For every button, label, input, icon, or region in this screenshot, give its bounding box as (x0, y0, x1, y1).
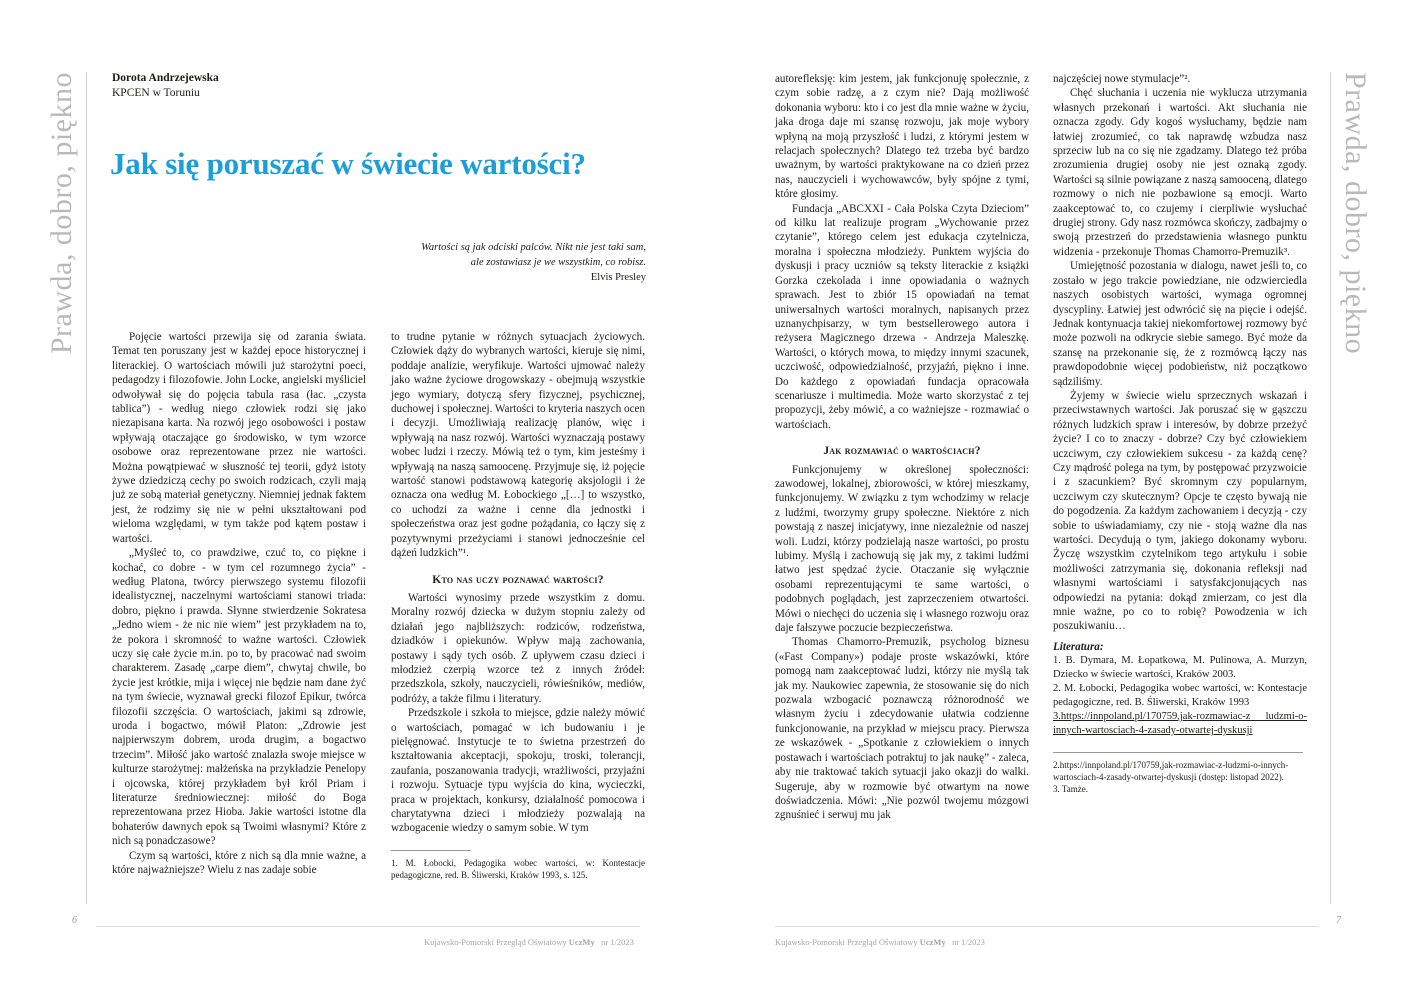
footnote-separator (1053, 752, 1303, 753)
paragraph: Thomas Chamorro-Premuzik, psycholog biznesu («Fast Company») podaje proste wskazówki, które pomogą nam zaakceptować ludzi, którzy nie myślą tak jak my. Naukowiec zapewnia, że stosowanie się do nich pozwala wzbogacić poznawczą różnorodność we własnym życiu i zdecydowanie ułatwia codzienne funkcjonowanie, na przykład w miejscu pracy. Pierwsza ze wskazówek - „Spotkanie z człowiekiem o innych postawach i wartościach potraktuj to jak naukę” - zaleca, aby nie traktować takich sytuacji jako okazji do walki. Sugeruje, aby w rozmowie być otwartym na nowe doświadczenia. Mówi: „Nie pozwól twojemu mózgowi zgnuśnieć i serwuj mu jak (775, 636, 1029, 822)
paragraph: Umiejętność pozostania w dialogu, nawet jeśli to, co zostało w jego trakcie powiedziane, nie odzwierciedla naszych osobistych wartości, wymaga ogromnej dyscypliny. Łatwiej jest odwrócić się na pięcie i odejść. Jednak kontynuacja takiej niekomfortowej rozmowy być może pozwoli na odkrycie siebie samego. Być może da szansę na przekonanie się, że z rozmówcą łączy nas prawdopodobnie więcej podobieństw, niż początkowo sądziliśmy. (1053, 260, 1307, 388)
column-3 (775, 72, 1029, 823)
paragraph: Pojęcie wartości przewija się od zarania świata. Temat ten poruszany jest w każdej epoce historycznej i literackiej. O wartościach mówili już starożytni poeci, pedagodzy i filozofowie. John Locke, angielski myśliciel odwoływał się do pojęcia tabula rasa (łac. „czysta tablica”) - według niego człowiek rodzi się jako niezapisana karta. Na rozwój jego osobowości i postaw wpływają otaczające go środowisko, w tym wzorce osobowe oraz reprezentowane przez nie wartości. Można powątpiewać w słuszność tej teorii, gdyż istoty żywe dziedziczą cechy po swoich rodzicach, czyli mają już ze sobą materiał genetyczny. Niemniej jednak faktem jest, że rodzimy się nie w pełni ukształtowani pod wieloma względami, w tym także pod kątem postaw i wartości. (112, 331, 366, 545)
footer-brand: UczMy (568, 937, 595, 947)
footnote: 3. Tamże. (1053, 784, 1088, 795)
paragraph: „Myśleć to, co prawdziwe, czuć to, co piękne i kochać, co dobre - w tym cel rozumnego życia” - według Platona, twórcy pierwszego systemu filozofii idealistycznej, naczelnymi wartościami stanowi triada: dobro, piękno i prawda. Słynne stwierdzenie Sokratesa „Jedno wiem - że nic nie wiem” jest przykładem na to, że pokora i skromność to ważne wartości. Człowiek uczy się całe życie m.in. po to, by pracować nad swoim charakterem. Zasadę „carpe diem”, chwytaj chwile, bo życie jest krótkie, mija i więcej nie będzie nam dane żyć na tym świecie, wyznawał grecki filozof Epikur, twórca filozofii szczęścia. O wartościach, jakimi są zdrowie, uroda i bogactwo, mówił Platon: „Zdrowie jest najpierwszym dobrem, uroda drugim, a bogactwo trzecim”. Miłość jako wartość znalazła swoje miejsce w kulturze starożytnej: małżeńska na przykładzie Penelopy i ojcowska, której przykładem był król Priam i literaturze średniowiecznej: miłość do Boga reprezentowana przez Hioba. Jakie wartości istotne dla bohaterów dawnych epok są Twoimi własnymi? Które z nich są ponadczasowe? (112, 547, 366, 848)
right-margin-rule (1330, 72, 1331, 904)
literature-heading: Literatura: (1053, 640, 1104, 653)
article-title: Jak się poruszać w świecie wartości? (110, 146, 586, 181)
paragraph: autorefleksję: kim jestem, jak funkcjonuję społecznie, z czym sobie radzę, a z czym nie? Dają możliwość dokonania wyboru: kto i co jest dla mnie ważne w życiu, jaka droga daje mi szansę rozwoju, jak moje wybory wpłyną na moją przyszłość i ludzi, z którymi jestem w relacjach społecznych? Dlatego też trzeba być bardzo uważnym, by wartości praktykowane na co dzień przez nas, nauczycieli i wychowawców, były spójne z tymi, które głosimy. (775, 73, 1029, 201)
section-heading: Jak rozmawiać o wartościach? (823, 445, 981, 458)
footnote-link[interactable]: 2.https://innpoland.pl/170759,jak-rozmawiac-z-ludzmi-o-innych-wartosciach-4-zasady-otwartej-dyskusji (dostęp: listopad 2022). (1053, 760, 1289, 783)
paragraph: Wartości wynosimy przede wszystkim z domu. Moralny rozwój dziecka w dużym stopniu zależy od działań jego najbliższych: rodziców, rodzeństwa, dziadków i opiekunów. Wpływ mają zachowania, postawy i sądy tych osób. Z upływem czasu dzieci i młodzież czerpią wzorce też z innych źródeł: przedszkola, szkoły, nauczycieli, rówieśników, mediów, podróży, a także filmu i literatury. (391, 591, 645, 705)
running-head-right: Prawda, dobro, piękno (1339, 72, 1372, 355)
motto-line-1: Wartości są jak odciski palców. Nikt nie jest taki sam, (421, 242, 646, 253)
paragraph: Chęć słuchania i uczenia nie wyklucza utrzymania własnych przekonań i wartości. Akt słuchania nie oznacza zgody. Gdy kogoś wysłuchamy, będzie nam łatwiej zrozumieć, co tak naprawdę wzbudza nasz sprzeciw lub na co się nie zgadzamy. Dlatego też próba zrozumienia drugiej osoby nie jest oznaką zgody. Wartości są silnie powiązane z naszą samooceną, dlatego rozmowy o nich nie pozbawione są emocji. Warto zaakceptować to, co czujemy i cierpliwie wysłuchać drugiej strony. Gdy nasz rozmówca skończy, zadbajmy o swoją przestrzeń do przedstawienia własnego punktu widzenia - przekonuje Thomas Chamorro-Premuzik³. (1053, 87, 1307, 258)
footer-journal: Kujawsko-Pomorski Przegląd Oświatowy (775, 937, 918, 947)
motto-source: Elvis Presley (590, 272, 646, 283)
footnote-separator (391, 850, 471, 851)
page-number-right: 7 (1336, 915, 1341, 926)
footer-issue: nr 1/2023 (601, 937, 634, 947)
footer-brand: UczMy (919, 937, 946, 947)
paragraph: Żyjemy w świecie wielu sprzecznych wskazań i przeciwstawnych wartości. Jak poruszać się w gąszczu różnych ludzkich spraw i interesów, by dobrze przeżyć życie? I co to znaczy - dobrze? Czy być człowiekiem uczciwym, czy człowiekiem sukcesu - za każdą cenę? Czy mądrość polega na tym, by postępować przyzwoicie i z szacunkiem? Być skromnym czy popularnym, uczciwym czy skutecznym? Opcje te często bywają nie do pogodzenia. Za każdym zachowaniem i decyzją - czy sobie to uświadamiamy, czy nie - stoją ważne dla nas wartości. Decydują o tym, jakiego dokonamy wyboru. Życzę wszystkim czytelnikom tego artykułu i sobie możliwości zatrzymania się, dokonania refleksji nad własnymi wartościami i satysfakcjonujących nas odpowiedzi na pytania: dokąd zmierzam, co jest dla mnie ważne, po co to robię? Powodzenia w ich poszukiwaniu… (1053, 389, 1307, 633)
page-number-left: 6 (72, 915, 77, 926)
paragraph: Przedszkole i szkoła to miejsce, gdzie należy mówić o wartościach, pomagać w ich budowaniu i je pielęgnować. Instytucje te to świetna przestrzeń do kształtowania akceptacji, spokoju, troski, tolerancji, zaufania, poszanowania tradycji, wrażliwości, przyjaźni i rozwoju. Sytuacje typu wyjścia do kina, wycieczki, praca w projektach, konkursy, działalność pomocowa i charytatywna dzieci i młodzieży pozwalają na wzbogacenie wiedzy o samym sobie. W tym (391, 707, 645, 835)
paragraph: najczęściej nowe stymulacje”². (1053, 73, 1191, 85)
literature-item: 2. M. Łobocki, Pedagogika wobec wartości, w: Kontestacje pedagogiczne, red. B. Śliwerski, Kraków 1993 (1053, 683, 1307, 709)
paragraph: Fundacja „ABCXXI - Cała Polska Czyta Dzieciom” od kilku lat realizuje program „Wychowanie przez czytanie”, którego celem jest edukacja czytelnicza, moralna i społeczna młodzieży. Punktem wyjścia do dyskusji i pracy uczniów są teksty literackie z książki Gorzka czekolada i inne opowiadania o ważnych sprawach. Jest to zbiór 15 opowiadań na temat uniwersalnych wartości moralnych, napisanych przez uznanychpisarzy, w tym bestsellerowego autora i reżysera Magicznego drzewa - Andrzeja Maleszkę. Wartości, o których mowa, to między innymi szacunek, uczciwość, odpowiedzialność, przyjaźń, piękno i inne. Do każdego z opowiadań fundacja opracowała scenariusze i multimedia. Może warto skorzystać z tej propozycji, żeby mówić, a co ważniejsze - rozmawiać o wartościach. (775, 202, 1029, 431)
motto-line-2: ale zostawiasz je we wszystkim, co robisz. (470, 257, 646, 268)
footer-issue: nr 1/2023 (952, 937, 985, 947)
footer-right (775, 937, 985, 947)
footer-left (424, 937, 634, 947)
paragraph: to trudne pytanie w różnych sytuacjach życiowych. Człowiek dąży do wybranych wartości, kieruje się nimi, poddaje analizie, weryfikuje. Wartości ujmować należy jako ważne życiowe drogowskazy - obejmują wszystkie jego wymiary, dotyczą sfery fizycznej, psychicznej, duchowej i społecznej. Wartości to kryteria naszych ocen i decyzji. Umożliwiają realizację planów, więc i wpływają na nasz rozwój. Wartości wyznaczają postawy wobec ludzi i rzeczy. Mówią też o tym, kim jesteśmy i wpływają na naszą samoocenę. Przyjmuje się, iż pojęcie wartość stanowi podstawową kategorię aksjologii i że oznacza ona według M. Łobockiego „[…] to wszystko, co uchodzi za ważne i cenne dla jednostki i społeczeństwa oraz jest godne pożądania, co łączy się z pozytywnymi przeżyciami i stanowi jednocześnie cel dążeń ludzkich”¹. (391, 331, 645, 560)
running-head-left: Prawda, dobro, piękno (45, 72, 78, 355)
author-name: Dorota Andrzejewska (112, 72, 219, 84)
author-affiliation: KPCEN w Toruniu (112, 87, 200, 99)
literature-link[interactable]: 3.https://innpoland.pl/170759,jak-rozmawiac-z ludzmi-o-innych-wartosciach-4-zasady-otwartej-dyskusji (1053, 711, 1307, 737)
footnote: 1. M. Łobocki, Pedagogika wobec wartości, w: Kontestacje pedagogiczne, red. B. Śliwerski, Kraków 1993, s. 125. (391, 857, 645, 880)
footer-rule-right (775, 926, 1319, 927)
footer-journal: Kujawsko-Pomorski Przegląd Oświatowy (424, 937, 567, 947)
column-2 (391, 330, 645, 881)
literature-item: 1. B. Dymara, M. Łopatkowa, M. Pulinowa, A. Murzyn, Dziecko w świecie wartości, Kraków 2003. (1053, 655, 1307, 681)
column-4 (1053, 72, 1307, 795)
motto (330, 240, 646, 285)
paragraph: Czym są wartości, które z nich są dla mnie ważne, a które najważniejsze? Wielu z nas zadaje sobie (112, 849, 366, 877)
column-1 (112, 330, 366, 877)
left-margin-rule (86, 72, 87, 904)
section-heading: Kto nas uczy poznawać wartości? (432, 573, 604, 586)
footer-rule-left (96, 926, 640, 927)
paragraph: Funkcjonujemy w określonej społeczności: zawodowej, lokalnej, zbiorowości, w której mieszkamy, funkcjonujemy. W związku z tym wchodzimy w relacje z ludźmi, tworzymy grupy społeczne. Niektóre z nich powstają z naszej inicjatywy, inne niezależnie od naszej woli. Ludzi, którzy podzielają nasze wartości, po prostu lubimy. Myślą i zachowują się jak my, z takimi ludźmi łatwo jest spędzać życie. Otaczanie się wyłącznie osobami reprezentującymi te same wartości, o podobnych poglądach, jest zaprzeczeniem otwartości. Mówi o niechęci do uczenia się i własnego rozwoju oraz daje fałszywe poczucie bezpieczeństwa. (775, 463, 1029, 635)
